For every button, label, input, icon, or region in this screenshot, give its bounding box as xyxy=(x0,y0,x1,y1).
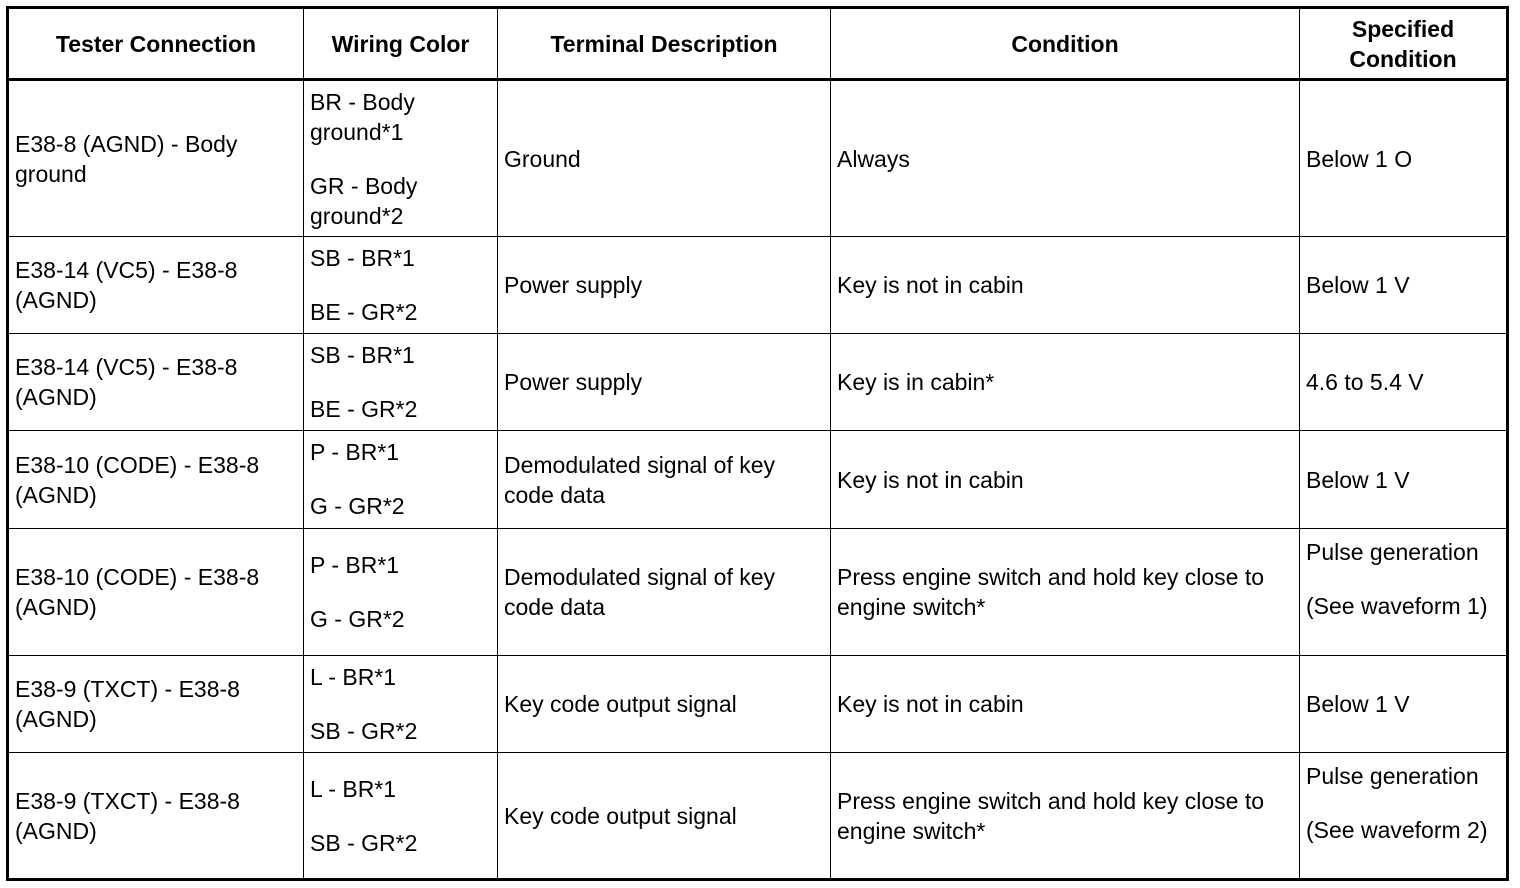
wiring-color-primary: P - BR*1 xyxy=(310,439,400,465)
tester-connection-cell: E38-14 (VC5) - E38-8 (AGND) xyxy=(8,334,304,431)
tester-connection-cell: E38-8 (AGND) - Body ground xyxy=(8,80,304,237)
wiring-color-cell xyxy=(304,656,498,753)
terminal-description-cell: Power supply xyxy=(498,334,831,431)
specified-condition-value: Below 1 V xyxy=(1306,691,1410,717)
header-row xyxy=(8,8,1508,80)
specified-condition-value: Below 1 O xyxy=(1306,145,1413,172)
table-row xyxy=(8,431,1508,529)
specified-condition-value: Pulse generation xyxy=(1306,763,1479,789)
header-specified-condition: Specified Condition xyxy=(1300,8,1508,80)
wiring-color-cell xyxy=(304,431,498,529)
wiring-color-cell xyxy=(304,80,498,237)
wiring-color-alternate: SB - GR*2 xyxy=(310,718,418,744)
tester-connection-cell: E38-10 (CODE) - E38-8 (AGND) xyxy=(8,529,304,656)
header-terminal-description: Terminal Description xyxy=(498,8,831,80)
terminal-check-table xyxy=(6,6,1509,881)
terminal-description-cell: Demodulated signal of key code data xyxy=(498,529,831,656)
wiring-color-alternate: GR - Body ground*2 xyxy=(310,173,418,229)
specified-condition-value: Below 1 V xyxy=(1306,466,1410,493)
terminal-description-cell: Key code output signal xyxy=(498,753,831,880)
condition-cell: Press engine switch and hold key close to engine switch* xyxy=(831,753,1300,880)
terminal-description-cell: Demodulated signal of key code data xyxy=(498,431,831,529)
wiring-color-primary: L - BR*1 xyxy=(310,775,397,802)
specified-condition-cell xyxy=(1300,80,1508,237)
wiring-color-cell xyxy=(304,753,498,880)
specified-condition-cell xyxy=(1300,334,1508,431)
wiring-color-cell xyxy=(304,529,498,656)
wiring-color-primary: SB - BR*1 xyxy=(310,245,415,271)
wiring-color-primary: BR - Body ground*1 xyxy=(310,89,415,145)
specified-condition-value: Pulse generation xyxy=(1306,539,1479,565)
condition-cell: Key is not in cabin xyxy=(831,431,1300,529)
table-row xyxy=(8,237,1508,334)
specified-condition-cell xyxy=(1300,529,1508,656)
wiring-color-alternate: G - GR*2 xyxy=(310,493,405,519)
wiring-color-alternate: BE - GR*2 xyxy=(310,396,418,422)
terminal-description-cell: Ground xyxy=(498,80,831,237)
specified-condition-cell xyxy=(1300,237,1508,334)
wiring-color-cell xyxy=(304,334,498,431)
header-tester-connection: Tester Connection xyxy=(8,8,304,80)
wiring-color-primary: L - BR*1 xyxy=(310,664,397,690)
terminal-description-cell: Power supply xyxy=(498,237,831,334)
wiring-color-cell xyxy=(304,237,498,334)
terminal-description-cell: Key code output signal xyxy=(498,656,831,753)
wiring-color-primary: P - BR*1 xyxy=(310,552,400,578)
table-row xyxy=(8,334,1508,431)
specified-condition-value: Below 1 V xyxy=(1306,272,1410,298)
specified-condition-cell xyxy=(1300,431,1508,529)
wiring-color-alternate: G - GR*2 xyxy=(310,606,405,632)
tester-connection-cell: E38-14 (VC5) - E38-8 (AGND) xyxy=(8,237,304,334)
specified-condition-note: (See waveform 2) xyxy=(1306,817,1488,843)
table-row xyxy=(8,753,1508,880)
tester-connection-cell: E38-9 (TXCT) - E38-8 (AGND) xyxy=(8,656,304,753)
header-wiring-color: Wiring Color xyxy=(304,8,498,80)
condition-cell: Key is not in cabin xyxy=(831,656,1300,753)
condition-cell: Key is in cabin* xyxy=(831,334,1300,431)
condition-cell: Always xyxy=(831,80,1300,237)
tester-connection-cell: E38-10 (CODE) - E38-8 (AGND) xyxy=(8,431,304,529)
header-condition: Condition xyxy=(831,8,1300,80)
wiring-color-alternate: BE - GR*2 xyxy=(310,299,418,325)
condition-cell: Key is not in cabin xyxy=(831,237,1300,334)
specified-condition-cell xyxy=(1300,753,1508,880)
table-row xyxy=(8,656,1508,753)
table-row xyxy=(8,80,1508,237)
specified-condition-note: (See waveform 1) xyxy=(1306,593,1488,619)
table-row xyxy=(8,529,1508,656)
tester-connection-cell: E38-9 (TXCT) - E38-8 (AGND) xyxy=(8,753,304,880)
condition-cell: Press engine switch and hold key close to engine switch* xyxy=(831,529,1300,656)
specified-condition-value: 4.6 to 5.4 V xyxy=(1306,369,1424,395)
wiring-color-primary: SB - BR*1 xyxy=(310,342,415,368)
wiring-color-alternate: SB - GR*2 xyxy=(310,829,418,856)
specified-condition-cell xyxy=(1300,656,1508,753)
